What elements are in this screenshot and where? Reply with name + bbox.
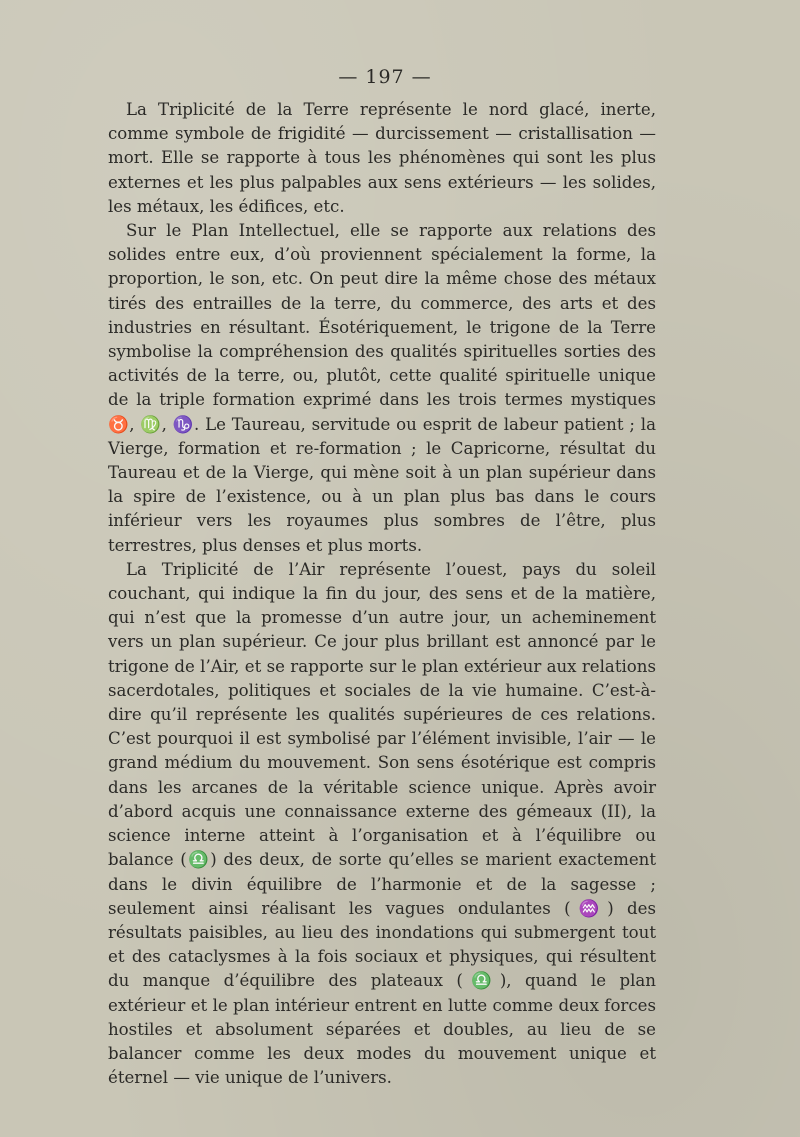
page-number: — 197 — <box>338 66 432 88</box>
paragraph-air-triplicity: La Triplicité de l’Air représente l’ouest, pays du soleil couchant, qui indique la fin du jour, des sens et de la matière, qui n’est que la promesse d’un autre jour, un acheminement vers un plan supérieur. Ce jour plus brillant est annoncé par le trigone de l’Air, et se rapporte sur le plan extérieur aux relations sacerdotales, politiques et sociales de la vie humaine. C’est-à-dire qu’il représente les qualités supérieures de ces relations. C’est pourquoi il est symbolisé par l’élément invisible, l’air — le grand médium du mouvement. Son sens ésotérique est compris dans les arcanes de la véritable science unique. Après avoir d’abord acquis une connaissance externe des gémeaux (II), la science interne atteint à l’organisation et à l’équilibre ou balance (♎) des deux, de sorte qu’elles se marient exactement dans le divin équilibre de l’harmonie et de la sagesse ; seulement ainsi réalisant les vagues ondulantes (♒) des résultats paisibles, au lieu des inondations qui submergent tout et des cataclysmes à la fois sociaux et physiques, qui résultent du manque d’équilibre des plateaux (♎), quand le plan extérieur et le plan intérieur entrent en lutte comme deux forces hostiles et absolument séparées et doubles, au lieu de se balancer comme les deux modes du mouvement unique et éternel — vie unique de l’univers. <box>108 559 656 1088</box>
paragraph-earth-triplicity: La Triplicité de la Terre représente le nord glacé, inerte, comme symbole de frigidité — durcissement — cristallisation — mort. Elle se rapporte à tous les phénomènes qui sont les plus externes et les plus palpables aux sens extérieurs — les solides, les métaux, les édifices, etc. <box>108 100 656 216</box>
paragraph-intellectual-plan: Sur le Plan Intellectuel, elle se rapporte aux relations des solides entre eux, d’où proviennent spécialement la forme, la proportion, le son, etc. On peut dire la même chose des métaux tirés des entrailles de la terre, du commerce, des arts et des industries en résultant. Ésotériquement, le trigone de la Terre symbolise la compréhension des qualités spirituelles sorties des activités de la terre, ou, plutôt, cette qualité spirituelle unique de la triple formation exprimé dans les trois termes mystiques ♉, ♍, ♑. Le Taureau, servitude ou esprit de labeur patient ; la Vierge, formation et re-formation ; le Capricorne, résultat du Taureau et de la Vierge, qui mène soit à un plan supérieur dans la spire de l’existence, ou à un plan plus bas dans le cours inférieur vers les royaumes plus sombres de l’être, plus terrestres, plus denses et plus morts. <box>108 221 656 555</box>
body-text <box>108 98 656 1090</box>
